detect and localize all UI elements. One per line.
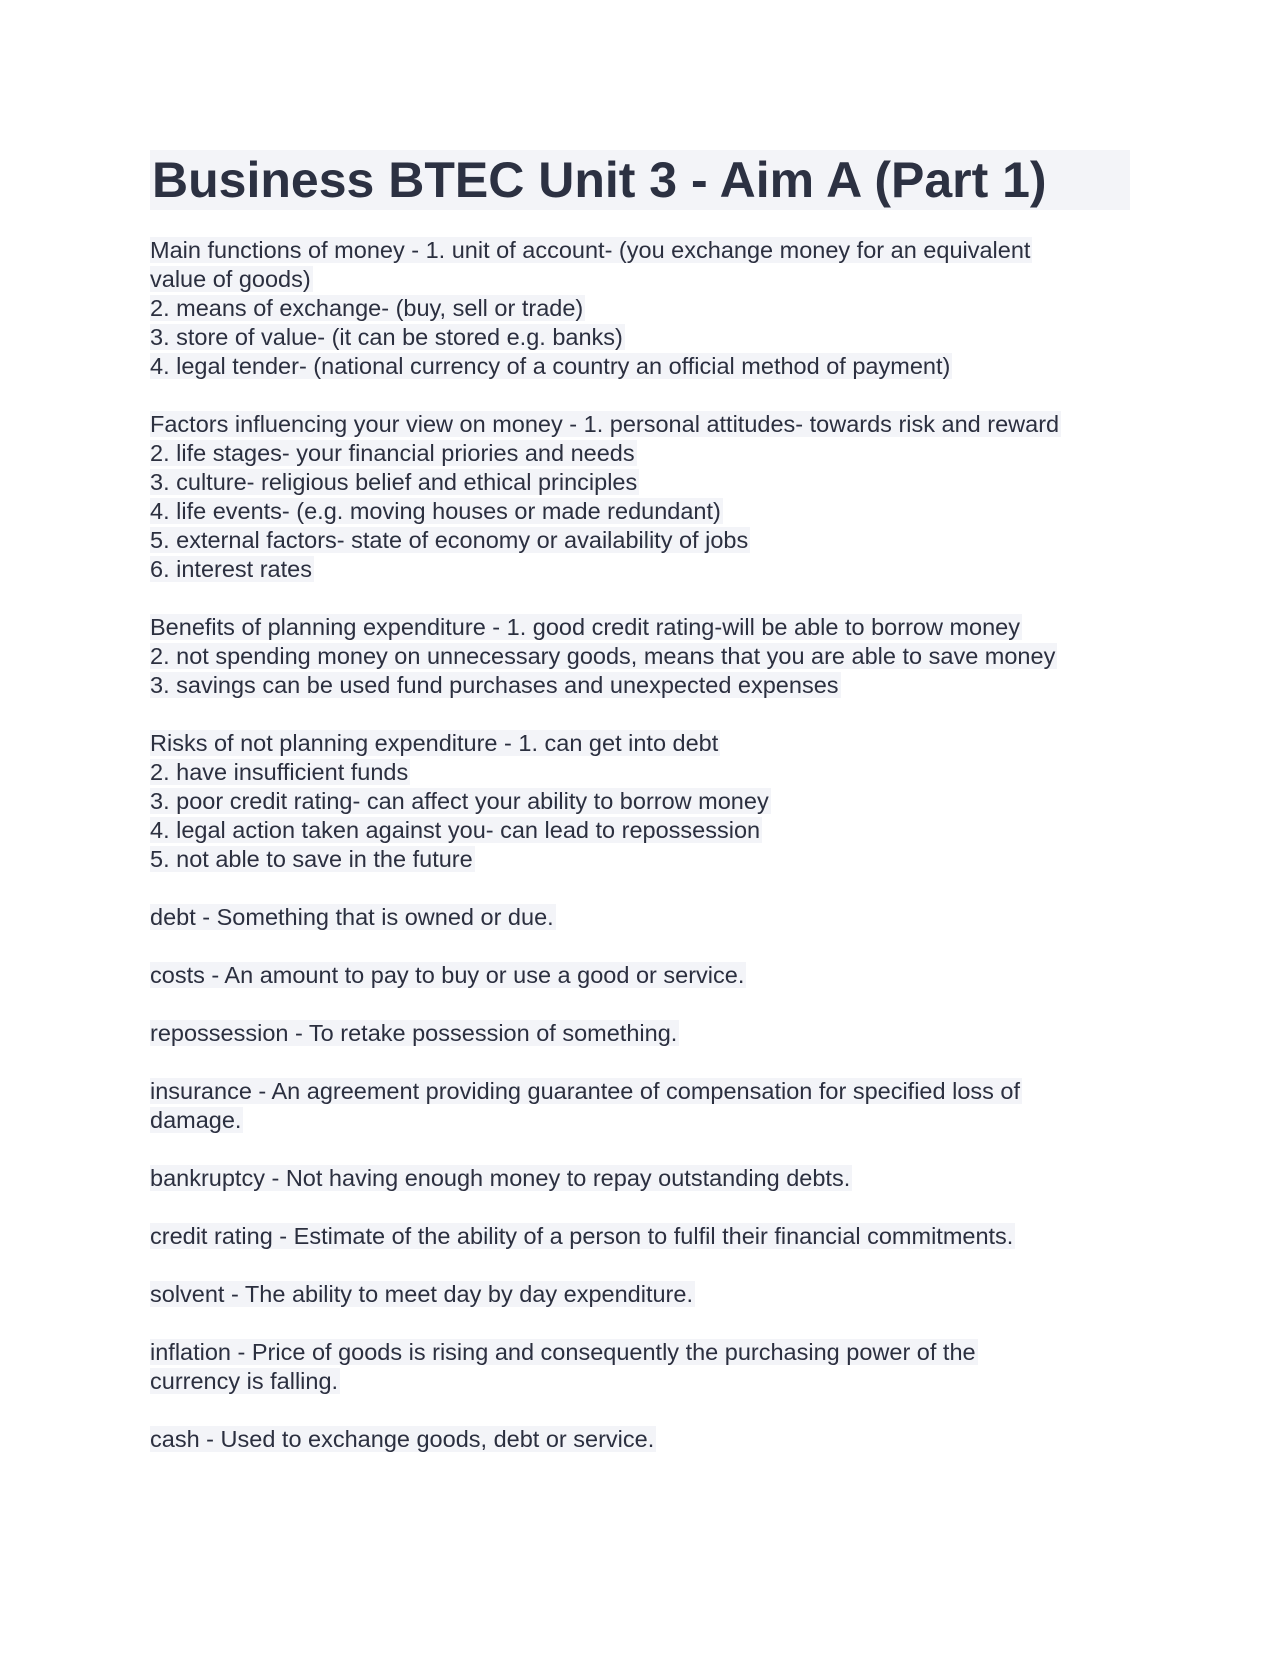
definition-costs xyxy=(150,961,1130,990)
definition-debt xyxy=(150,903,1130,932)
text-line: 3. poor credit rating- can affect your ability to borrow money xyxy=(150,788,769,814)
text-line: 4. life events- (e.g. moving houses or made redundant) xyxy=(150,498,721,524)
text-line: 3. culture- religious belief and ethical principles xyxy=(150,469,638,495)
text-line: repossession - To retake possession of something. xyxy=(150,1020,678,1046)
text-line: inflation - Price of goods is rising and consequently the purchasing power of the xyxy=(150,1339,976,1365)
text-line: bankruptcy - Not having enough money to repay outstanding debts. xyxy=(150,1165,851,1191)
text-line: 3. store of value- (it can be stored e.g. banks) xyxy=(150,324,623,350)
definition-cash xyxy=(150,1425,1130,1454)
text-line: Risks of not planning expenditure - 1. can get into debt xyxy=(150,730,719,756)
text-line: 2. have insufficient funds xyxy=(150,759,409,785)
section-benefits-of-planning xyxy=(150,613,1130,700)
text-line: debt - Something that is owned or due. xyxy=(150,904,554,930)
definition-repossession xyxy=(150,1019,1130,1048)
section-functions-of-money xyxy=(150,236,1130,381)
text-line: value of goods) xyxy=(150,266,311,292)
text-line: 2. means of exchange- (buy, sell or trade) xyxy=(150,295,584,321)
text-line: 5. not able to save in the future xyxy=(150,846,473,872)
page-title: Business BTEC Unit 3 - Aim A (Part 1) xyxy=(152,152,1047,208)
section-risks-of-not-planning xyxy=(150,729,1130,874)
text-line: 2. not spending money on unnecessary goods, means that you are able to save money xyxy=(150,643,1056,669)
text-line: 3. savings can be used fund purchases and unexpected expenses xyxy=(150,672,839,698)
document-page xyxy=(150,150,1130,1483)
text-line: Benefits of planning expenditure - 1. good credit rating-will be able to borrow money xyxy=(150,614,1021,640)
text-line: 4. legal tender- (national currency of a country an official method of payment) xyxy=(150,353,951,379)
text-line: 5. external factors- state of economy or availability of jobs xyxy=(150,527,749,553)
text-line: damage. xyxy=(150,1107,242,1133)
text-line: 6. interest rates xyxy=(150,556,312,582)
text-line: costs - An amount to pay to buy or use a good or service. xyxy=(150,962,745,988)
text-line: Factors influencing your view on money - 1. personal attitudes- towards risk and reward xyxy=(150,411,1060,437)
definition-insurance xyxy=(150,1077,1130,1135)
text-line: insurance - An agreement providing guarantee of compensation for specified loss of xyxy=(150,1078,1021,1104)
text-line: cash - Used to exchange goods, debt or service. xyxy=(150,1426,655,1452)
definition-inflation xyxy=(150,1338,1130,1396)
text-line: currency is falling. xyxy=(150,1368,339,1394)
text-line: 4. legal action taken against you- can lead to repossession xyxy=(150,817,761,843)
text-line: Main functions of money - 1. unit of account- (you exchange money for an equivalent xyxy=(150,237,1031,263)
definition-credit-rating xyxy=(150,1222,1130,1251)
text-line: 2. life stages- your financial priories and needs xyxy=(150,440,635,466)
text-line: credit rating - Estimate of the ability of a person to fulfil their financial commitments. xyxy=(150,1223,1014,1249)
section-factors-influencing xyxy=(150,410,1130,584)
definition-bankruptcy xyxy=(150,1164,1130,1193)
text-line: solvent - The ability to meet day by day expenditure. xyxy=(150,1281,693,1307)
title-block xyxy=(150,150,1130,210)
definition-solvent xyxy=(150,1280,1130,1309)
